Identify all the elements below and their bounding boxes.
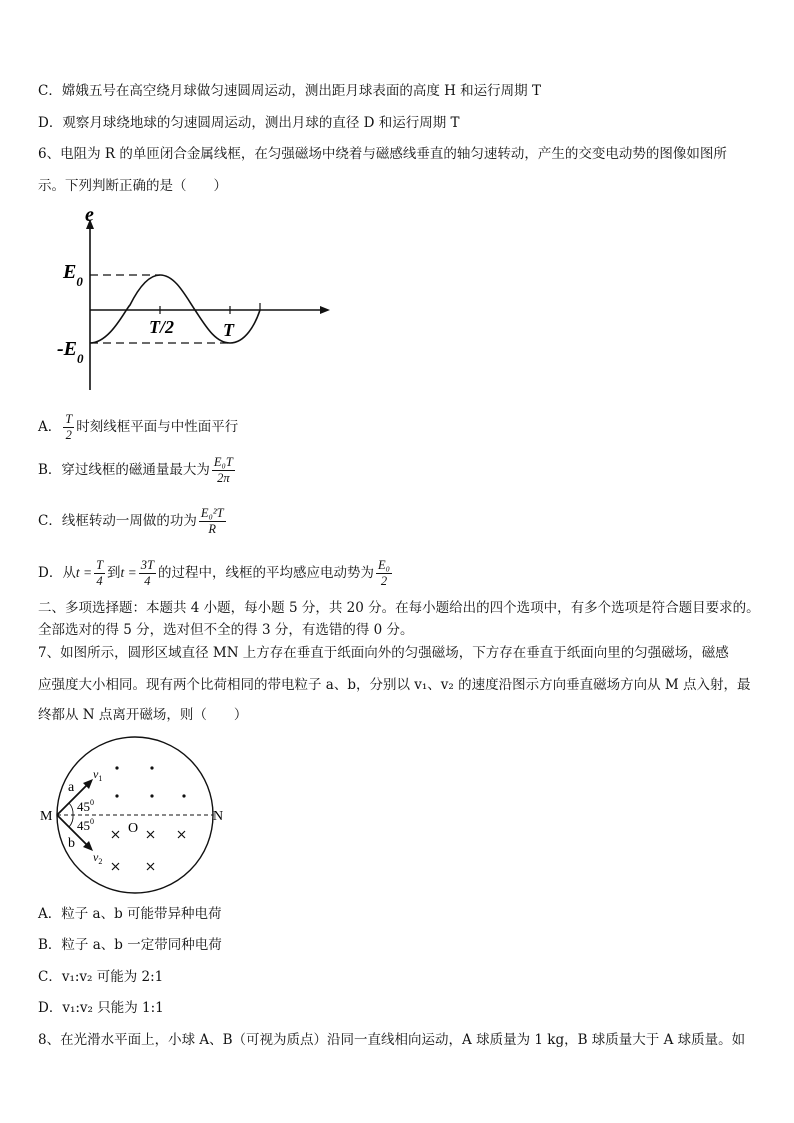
q5-option-c: C．嫦娥五号在高空绕月球做匀速圆周运动，测出距月球表面的高度 H 和运行周期 T — [38, 83, 541, 99]
graph-half-period-label: T/2 — [149, 317, 174, 337]
field-out-dots — [115, 766, 185, 797]
q7-option-b: B．粒子 a、b 一定带同种电荷 — [38, 937, 222, 953]
q7-stem-line1: 7、如图所示，圆形区域直径 MN 上方存在垂直于纸面向外的匀强磁场，下方存在垂直于纸面向里的匀强磁场，磁感 — [38, 645, 729, 661]
point-n-label: N — [213, 809, 224, 824]
section-2-instructions: 二、多项选择题：本题共 4 小题，每小题 5 分，共 20 分。在每小题给出的四个选项中，有多个选项是符合题目要求的。全部选对的得 5 分，选对但不全的得 3 分，有选错的得 0 分。 — [38, 600, 760, 638]
particle-a-label: a — [68, 780, 75, 795]
q6-option-c: C．线框转动一周做的功为 $\frac{\text{E₀²T}}{R}$ — [38, 506, 224, 536]
q6-option-d: D．从t = $\frac{T}{4}$ 到t = $\frac{3T}{4}$ 的过程中，线框的平均感应电动势为 $\frac{\text{E₀}}{2}$ — [38, 558, 390, 588]
v2-label: $v_2$ — [93, 850, 103, 866]
graph-neg-e0-label: $-E_0$ — [57, 338, 84, 366]
angle-upper-label: $45^0$ — [77, 798, 94, 814]
graph-x-arrow — [320, 306, 330, 314]
q5-option-d: D．观察月球绕地球的匀速圆周运动，测出月球的直径 D 和运行周期 T — [38, 115, 460, 131]
graph-ylabel: e — [85, 205, 94, 226]
q6-option-a: A． $\frac{T}{2}$ 时刻线框平面与中性面平行 — [38, 412, 239, 442]
q6-emf-graph — [55, 205, 340, 400]
q7-option-a: A．粒子 a、b 可能带异种电荷 — [38, 906, 222, 922]
graph-e0-label: $E_0$ — [63, 261, 83, 289]
graph-period-label: T — [223, 320, 234, 340]
q7-magnetic-field-figure — [35, 735, 235, 895]
graph-emf-curve — [90, 275, 260, 343]
q7-option-c: C．v₁:v₂ 可能为 2:1 — [38, 969, 164, 985]
point-m-label: M — [40, 809, 53, 824]
q6-stem-line1: 6、电阻为 R 的单匝闭合金属线框，在匀强磁场中绕着与磁感线垂直的轴匀速转动，产生的交变电动势的图像如图所 — [38, 146, 727, 162]
q7-stem-line3: 终都从 N 点离开磁场，则（ ） — [38, 707, 248, 723]
q6-option-b: B．穿过线框的磁通量最大为 $\frac{\text{E₀T}}{2\pi}$ — [38, 455, 233, 485]
v1-label: $v_1$ — [93, 767, 103, 783]
q6-stem-line2: 示。下列判断正确的是（ ） — [38, 178, 227, 194]
angle-lower-label: $45^0$ — [77, 817, 94, 833]
particle-b-label: b — [68, 836, 75, 851]
q7-option-d: D．v₁:v₂ 只能为 1:1 — [38, 1000, 164, 1016]
q7-stem-line2: 应强度大小相同。现有两个比荷相同的带电粒子 a、b，分别以 v₁、v₂ 的速度沿图示方向垂直磁场方向从 M 点入射，最 — [38, 677, 751, 693]
field-in-crosses — [112, 831, 185, 870]
center-o-label: O — [128, 821, 139, 836]
q8-stem-line1: 8、在光滑水平面上，小球 A、B（可视为质点）沿同一直线相向运动，A 球质量为 1 kg，B 球质量大于 A 球质量。如 — [38, 1032, 746, 1048]
